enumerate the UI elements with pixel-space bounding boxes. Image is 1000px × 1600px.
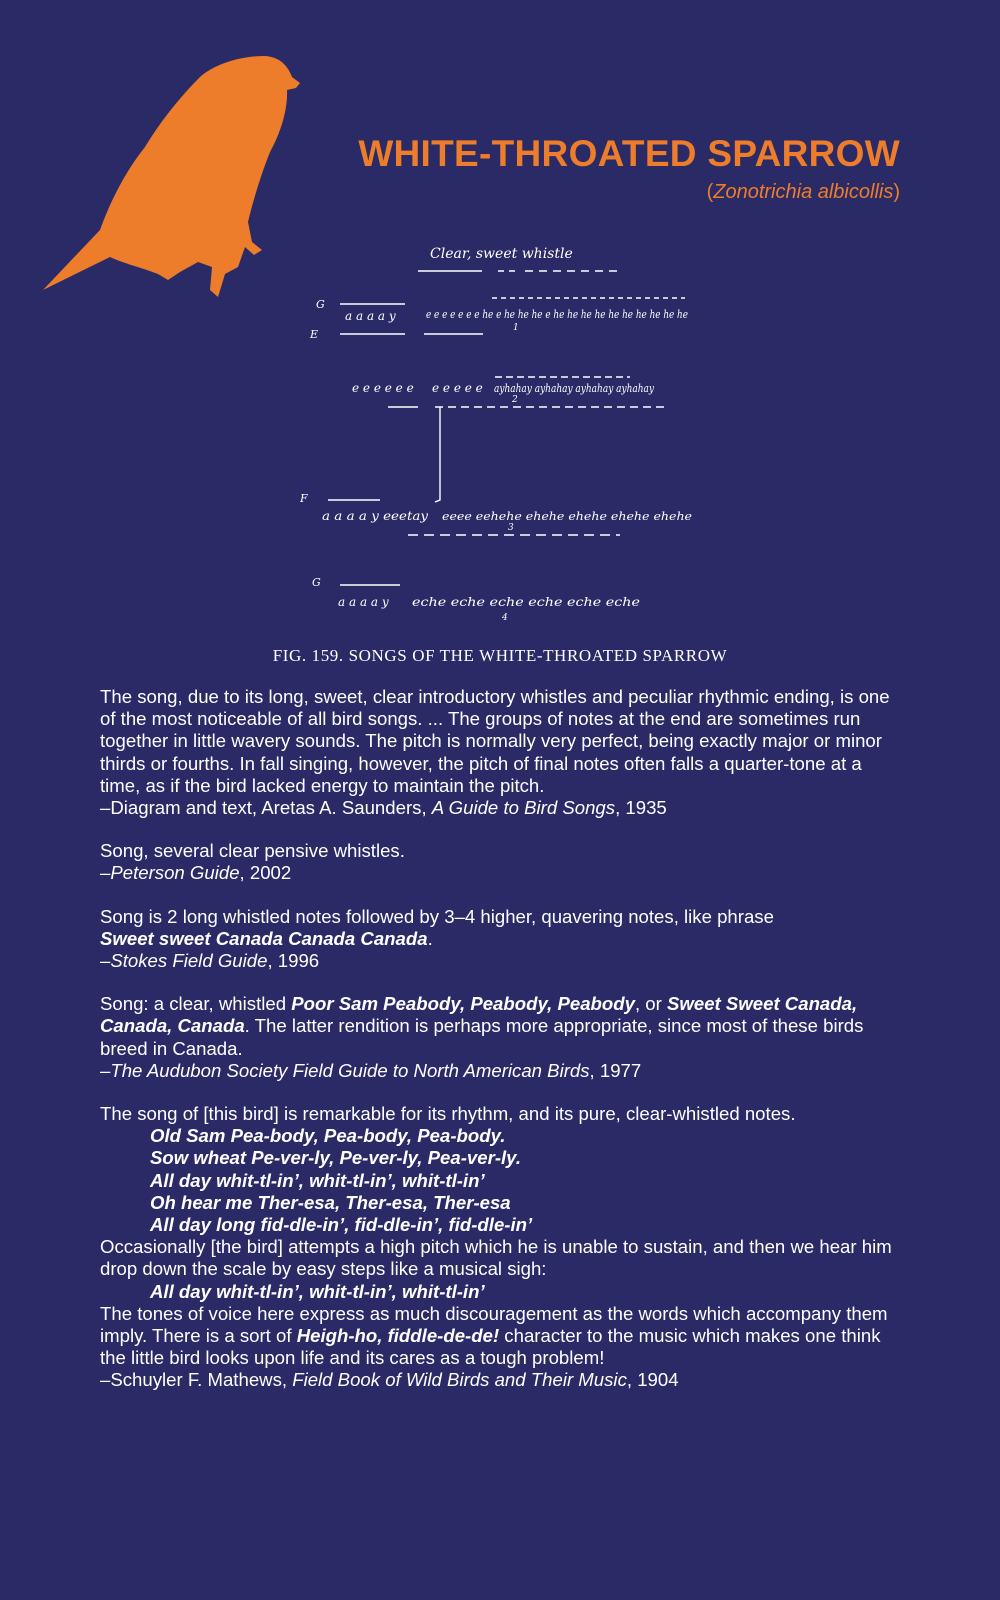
row2-seq-c: ayhahay ayhahay ayhahay ayhahay — [494, 382, 655, 395]
mathews-attribution: –Schuyler F. Mathews, Field Book of Wild Birds and Their Music, 1904 — [100, 1369, 679, 1391]
row3-seq-b: eeee eehehe ehehe ehehe ehehe ehehe — [442, 510, 693, 523]
row4-seq-b: eche eche eche eche eche eche — [412, 595, 640, 609]
row3-num: 3 — [508, 523, 514, 533]
row3-seq-a: a a a a y eeetay — [322, 509, 429, 523]
stokes-attribution: –Stokes Field Guide, 1996 — [100, 950, 320, 972]
sparrow-silhouette-icon — [40, 52, 310, 307]
song-diagram — [300, 240, 720, 630]
row2-seq-b: e e e e e — [432, 381, 483, 395]
row1-seq-a: a a a a y — [345, 309, 396, 323]
note-f-label: F — [300, 492, 308, 505]
row2-num: 2 — [512, 395, 518, 405]
mathews-verse: All day whit-tl-in’, whit-tl-in’, whit-tl-in’ — [150, 1169, 485, 1191]
page-title: WHITE-THROATED SPARROW — [358, 133, 900, 174]
audubon-quote: Song: a clear, whistled Poor Sam Peabody, Peabody, Peabody, or Sweet Sweet Canada, Canada, Canada. The latter rendition is perhaps more appropriate, since most of these birds breed in Canada. — [100, 993, 864, 1059]
saunders-attribution: –Diagram and text, Aretas A. Saunders, A Guide to Bird Songs, 1935 — [100, 797, 667, 819]
row4-num: 4 — [502, 613, 508, 623]
row2-seq-a: e e e e e e — [352, 381, 414, 395]
mathews-middle: Occasionally [the bird] attempts a high pitch which he is unable to sustain, and then we hear him drop down the scale by easy steps like a musical sigh: — [100, 1236, 892, 1280]
mathews-verse: Old Sam Pea-body, Pea-body, Pea-body. — [150, 1125, 506, 1147]
row4-seq-a: a a a a y — [338, 595, 389, 609]
mathews-verse: Sow wheat Pe-ver-ly, Pe-ver-ly, Pea-ver-ly. — [150, 1147, 522, 1169]
audubon-attribution: –The Audubon Society Field Guide to North American Birds, 1977 — [100, 1059, 642, 1081]
figure-caption: FIG. 159. SONGS OF THE WHITE-THROATED SPARROW — [272, 646, 728, 665]
peterson-quote: Song, several clear pensive whistles. — [100, 840, 405, 862]
stokes-quote: Song is 2 long whistled notes followed by 3–4 higher, quavering notes, like phrase Sweet sweet Canada Canada Canada. — [100, 905, 774, 949]
mathews-ending: The tones of voice here express as much discouragement as the words which accompany them imply. There is a sort of Heigh-ho, fiddle-de-de! character to the music which makes one think the little bird looks upon life and its cares as a tough problem! — [100, 1302, 888, 1369]
scientific-name: (Zonotrichia albicollis) — [706, 181, 900, 203]
mathews-verse-2: All day whit-tl-in’, whit-tl-in’, whit-tl-in’ — [150, 1280, 485, 1302]
note-g-label: G — [316, 298, 325, 311]
note-g2-label: G — [312, 576, 321, 589]
note-e-label: E — [310, 328, 319, 341]
row1-num: 1 — [513, 323, 519, 333]
quotes-section — [100, 686, 900, 1392]
mathews-verse: All day long fid-dle-in’, fid-dle-in’, fid-dle-in’ — [150, 1214, 533, 1236]
row1-seq-b: e e e e e e e he e he he he e he he he he he he he he he he — [426, 308, 689, 321]
diagram-label: Clear, sweet whistle — [430, 246, 573, 262]
saunders-quote: The song, due to its long, sweet, clear introductory whistles and peculiar rhythmic ending, is one of the most noticeable of all bird songs. ... The groups of notes at the end are sometimes run together in little wavery sounds. The pitch is normally very perfect, being exactly major or minor thirds or fourths. In fall singing, however, the pitch of final notes often falls a quarter-tone at a time, as if the bird lacked energy to maintain the pitch. — [100, 686, 890, 796]
peterson-attribution: –Peterson Guide, 2002 — [100, 862, 292, 884]
mathews-intro: The song of [this bird] is remarkable for its rhythm, and its pure, clear-whistled notes. — [100, 1103, 796, 1125]
mathews-verse: Oh hear me Ther-esa, Ther-esa, Ther-esa — [150, 1191, 511, 1213]
